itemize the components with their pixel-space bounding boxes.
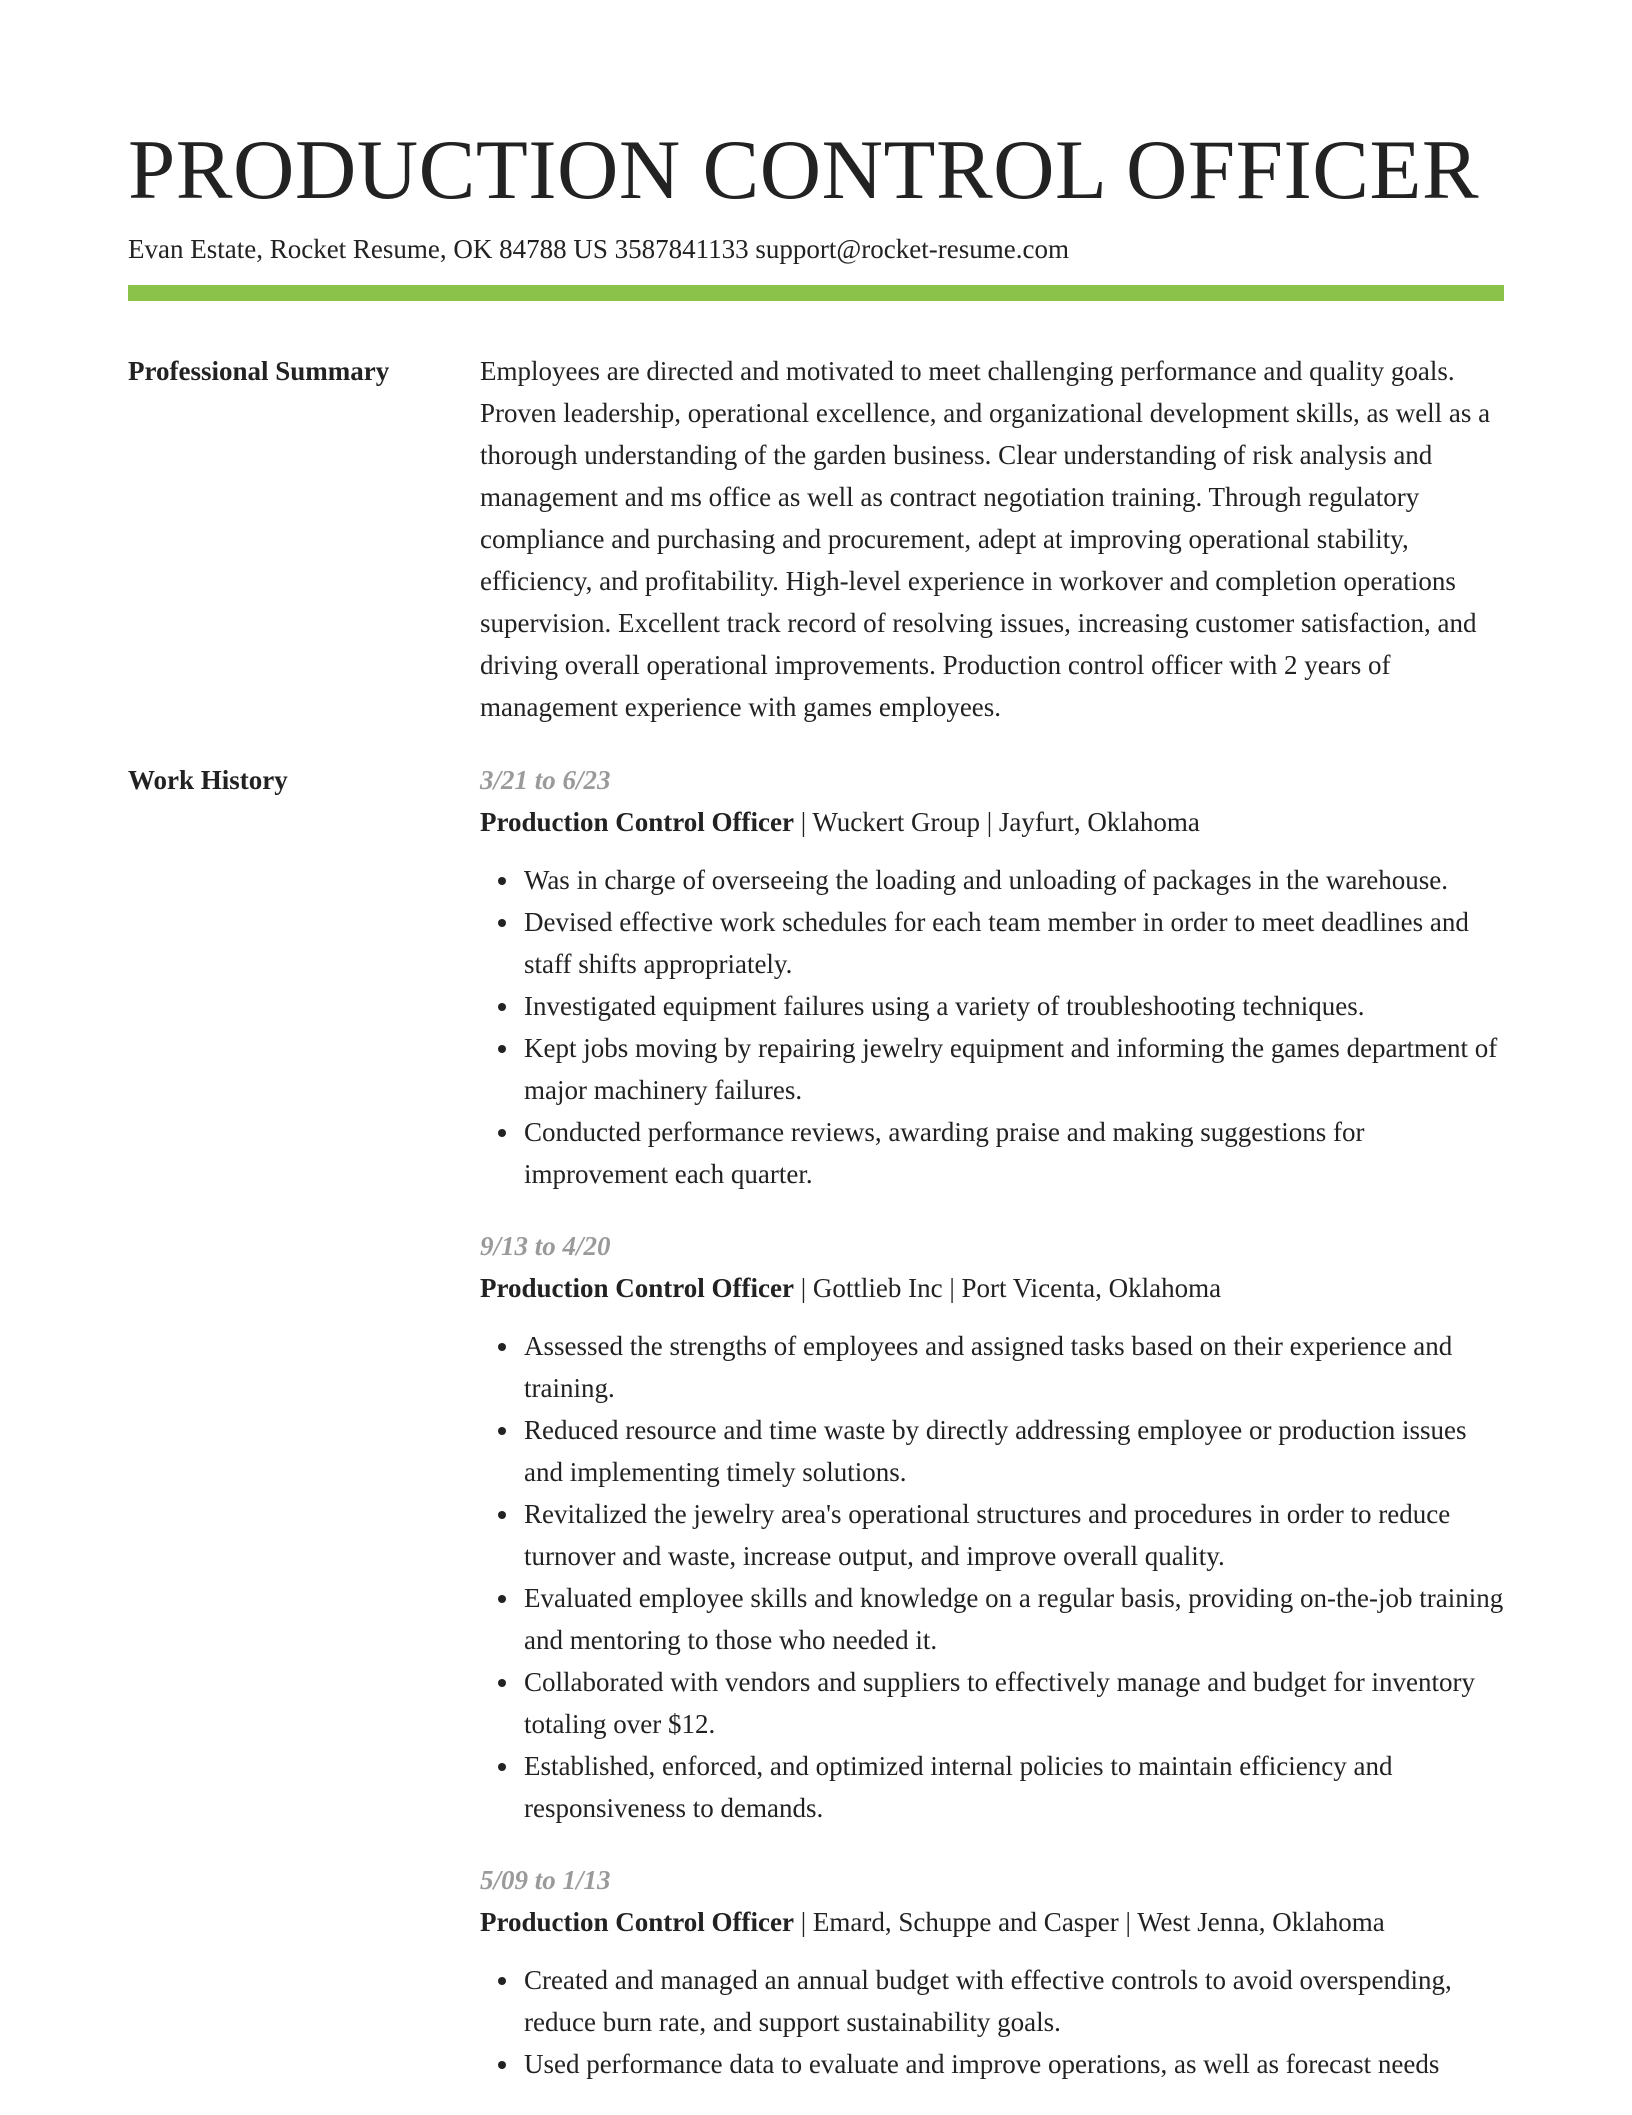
- header-divider: [128, 285, 1504, 301]
- job-dates: 5/09 to 1/13: [480, 1865, 611, 1895]
- job-heading: [480, 1901, 1504, 1943]
- job-bullets: [480, 1325, 1504, 1829]
- job-bullet: Established, enforced, and optimized internal policies to maintain efficiency and responsiveness to demands.: [524, 1745, 1504, 1829]
- job-bullet: Conducted performance reviews, awarding praise and making suggestions for improvement each quarter.: [524, 1111, 1504, 1195]
- job-title: Production Control Officer: [480, 1273, 794, 1303]
- job-details: | Wuckert Group | Jayfurt, Oklahoma: [793, 807, 1200, 837]
- job-bullet: Evaluated employee skills and knowledge on a regular basis, providing on-the-job training and mentoring to those who needed it.: [524, 1577, 1504, 1661]
- job-dates: 9/13 to 4/20: [480, 1231, 611, 1261]
- job-details: | Emard, Schuppe and Casper | West Jenna, Oklahoma: [793, 1907, 1385, 1937]
- job-title: Production Control Officer: [480, 1907, 794, 1937]
- job-dates: 3/21 to 6/23: [480, 765, 611, 795]
- job-details: | Gottlieb Inc | Port Vicenta, Oklahoma: [793, 1273, 1222, 1303]
- job-entry: [480, 1225, 1504, 1829]
- work-history-body: [480, 759, 1504, 2115]
- page-title: PRODUCTION CONTROL OFFICER: [128, 123, 1480, 217]
- resume-page: [128, 0, 1504, 2112]
- job-bullet: Revitalized the jewelry area's operational structures and procedures in order to reduce turnover and waste, increase output, and improve overall quality.: [524, 1493, 1504, 1577]
- job-bullet: Reduced resource and time waste by directly addressing employee or production issues and implementing timely solutions.: [524, 1409, 1504, 1493]
- job-bullets: [480, 1959, 1504, 2085]
- contact-info: Evan Estate, Rocket Resume, OK 84788 US 3587841133 support@rocket-resume.com: [128, 234, 1069, 264]
- job-bullets: [480, 859, 1504, 1195]
- job-title: Production Control Officer: [480, 807, 794, 837]
- job-heading: [480, 801, 1504, 843]
- job-bullet: Devised effective work schedules for each team member in order to meet deadlines and staff shifts appropriately.: [524, 901, 1504, 985]
- job-bullet: Was in charge of overseeing the loading and unloading of packages in the warehouse.: [524, 859, 1504, 901]
- job-bullet: Created and managed an annual budget with effective controls to avoid overspending, reduce burn rate, and support sustainability goals.: [524, 1959, 1504, 2043]
- job-entry: [480, 759, 1504, 1195]
- summary-body: [480, 350, 1504, 728]
- section-heading-work-history: Work History: [128, 765, 288, 795]
- section-heading-professional-summary: Professional Summary: [128, 356, 390, 386]
- job-bullet: Used performance data to evaluate and improve operations, as well as forecast needs: [524, 2043, 1504, 2085]
- job-heading: [480, 1267, 1504, 1309]
- job-bullet: Kept jobs moving by repairing jewelry equipment and informing the games department of major machinery failures.: [524, 1027, 1504, 1111]
- job-bullet: Collaborated with vendors and suppliers to effectively manage and budget for inventory totaling over $12.: [524, 1661, 1504, 1745]
- summary-text: Employees are directed and motivated to meet challenging performance and quality goals. Proven leadership, operational excellence, and organizational development skills, as well as a thorough understanding of the garden business. Clear understanding of risk analysis and management and ms office as well as contract negotiation training. Through regulatory compliance and purchasing and procurement, adept at improving operational stability, efficiency, and profitability. High-level experience in workover and completion operations supervision. Excellent track record of resolving issues, increasing customer satisfaction, and driving overall operational improvements. Production control officer with 2 years of management experience with games employees.: [480, 356, 1491, 722]
- job-bullet: Investigated equipment failures using a variety of troubleshooting techniques.: [524, 985, 1504, 1027]
- job-bullet: Assessed the strengths of employees and assigned tasks based on their experience and training.: [524, 1325, 1504, 1409]
- job-entry: [480, 1859, 1504, 2085]
